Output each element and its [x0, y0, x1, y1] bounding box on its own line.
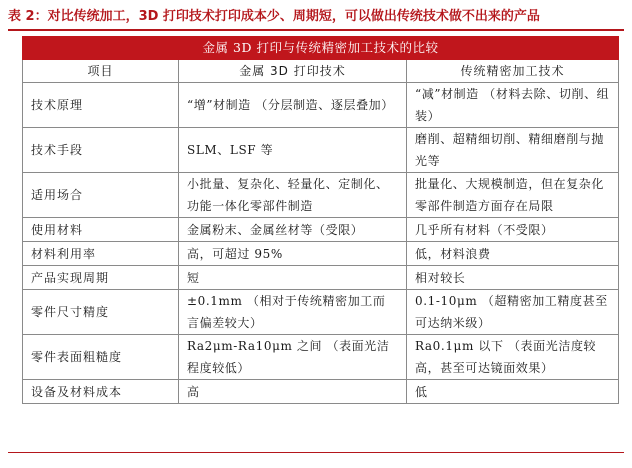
row-label: 零件尺寸精度	[23, 290, 179, 335]
table-row	[23, 218, 619, 242]
table-row	[23, 335, 619, 380]
table-row	[23, 83, 619, 128]
row-label: 设备及材料成本	[23, 380, 179, 404]
table-row	[23, 128, 619, 173]
cell-traditional: 低，材料浪费	[407, 242, 619, 266]
cell-traditional: Ra0.1μm 以下 （表面光洁度较高，甚至可达镜面效果）	[407, 335, 619, 380]
row-label: 技术原理	[23, 83, 179, 128]
cell-3d-printing: 小批量、复杂化、轻量化、定制化、功能一体化零部件制造	[179, 173, 407, 218]
table-row	[23, 290, 619, 335]
cell-3d-printing: ±0.1mm （相对于传统精密加工而言偏差较大）	[179, 290, 407, 335]
table-row	[23, 242, 619, 266]
table-row	[23, 173, 619, 218]
cell-3d-printing: SLM、LSF 等	[179, 128, 407, 173]
row-label: 产品实现周期	[23, 266, 179, 290]
row-label: 技术手段	[23, 128, 179, 173]
cell-traditional: 批量化、大规模制造，但在复杂化零部件制造方面存在局限	[407, 173, 619, 218]
cell-traditional: 磨削、超精细切削、精细磨削与抛光等	[407, 128, 619, 173]
caption-divider	[8, 29, 624, 31]
cell-3d-printing: 高	[179, 380, 407, 404]
table-row	[23, 380, 619, 404]
bottom-divider	[8, 452, 624, 453]
table-caption: 表 2：对比传统加工，3D 打印技术打印成本少、周期短，可以做出传统技术做不出来的产品	[8, 9, 540, 24]
cell-3d-printing: “增”材制造 （分层制造、逐层叠加）	[179, 83, 407, 128]
cell-3d-printing: 高，可超过 95%	[179, 242, 407, 266]
row-label: 材料利用率	[23, 242, 179, 266]
cell-traditional: 0.1-10μm （超精密加工精度甚至可达纳米级）	[407, 290, 619, 335]
cell-traditional: 低	[407, 380, 619, 404]
table-row	[23, 266, 619, 290]
row-label: 使用材料	[23, 218, 179, 242]
header-row	[23, 60, 619, 83]
table-title: 金属 3D 打印与传统精密加工技术的比较	[23, 37, 619, 60]
header-3d-printing: 金属 3D 打印技术	[179, 60, 407, 83]
cell-3d-printing: 短	[179, 266, 407, 290]
header-item: 项目	[23, 60, 179, 83]
cell-traditional: 相对较长	[407, 266, 619, 290]
row-label: 适用场合	[23, 173, 179, 218]
row-label: 零件表面粗糙度	[23, 335, 179, 380]
cell-3d-printing: Ra2μm-Ra10μm 之间 （表面光洁程度较低）	[179, 335, 407, 380]
cell-3d-printing: 金属粉末、金属丝材等（受限）	[179, 218, 407, 242]
cell-traditional: 几乎所有材料（不受限）	[407, 218, 619, 242]
header-traditional: 传统精密加工技术	[407, 60, 619, 83]
cell-traditional: “减”材制造 （材料去除、切削、组装）	[407, 83, 619, 128]
comparison-table	[22, 36, 619, 404]
